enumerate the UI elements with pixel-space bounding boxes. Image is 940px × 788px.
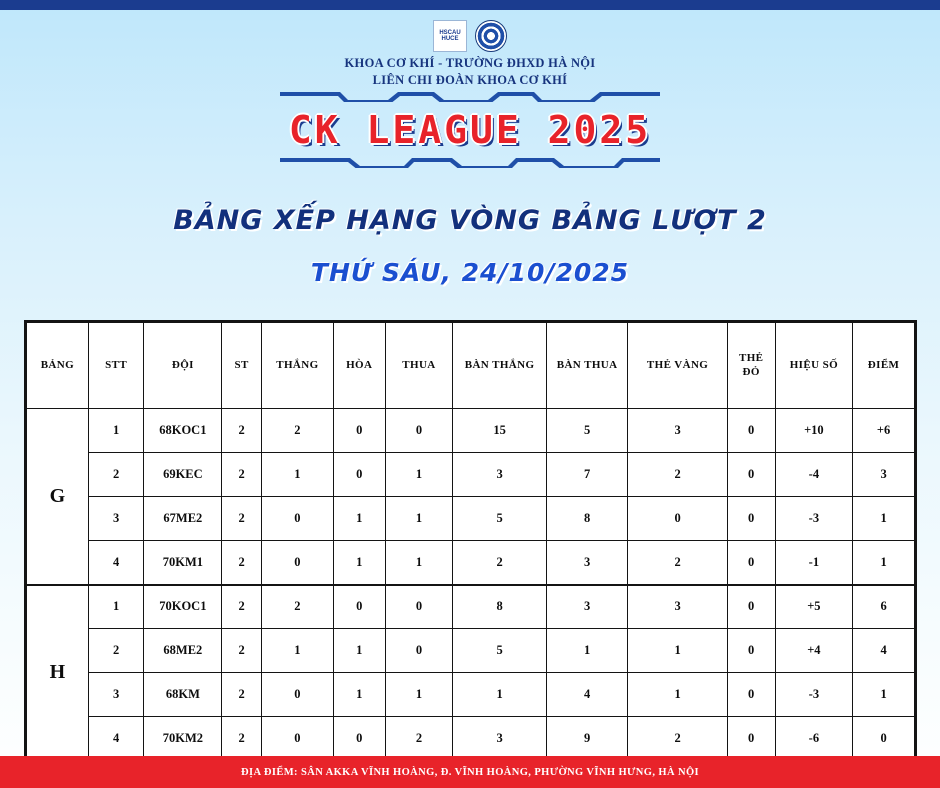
column-header-goals-against: BÀN THUA bbox=[546, 323, 628, 409]
cell-goals-against: 5 bbox=[546, 409, 628, 453]
cell-points: 4 bbox=[853, 629, 915, 673]
cell-win: 0 bbox=[262, 717, 334, 761]
cell-goals-for: 2 bbox=[453, 541, 547, 585]
huce-logo bbox=[433, 20, 467, 52]
cell-team: 70KM2 bbox=[144, 717, 222, 761]
table-row bbox=[27, 541, 915, 585]
cell-rank: 4 bbox=[88, 717, 144, 761]
cell-loss: 1 bbox=[385, 497, 453, 541]
cell-points: 1 bbox=[853, 497, 915, 541]
cell-rank: 3 bbox=[88, 673, 144, 717]
cell-draw: 0 bbox=[333, 453, 385, 497]
cell-goals-for: 1 bbox=[453, 673, 547, 717]
cell-yellow-cards: 1 bbox=[628, 673, 727, 717]
cell-team: 68KM bbox=[144, 673, 222, 717]
org-line-2: LIÊN CHI ĐOÀN KHOA CƠ KHÍ bbox=[372, 72, 568, 87]
cell-win: 1 bbox=[262, 453, 334, 497]
cell-draw: 1 bbox=[333, 497, 385, 541]
cell-loss: 1 bbox=[385, 453, 453, 497]
column-header-rank: STT bbox=[88, 323, 144, 409]
cell-draw: 0 bbox=[333, 409, 385, 453]
header-logos bbox=[0, 20, 940, 52]
column-header-team: ĐỘI bbox=[144, 323, 222, 409]
cell-rank: 2 bbox=[88, 629, 144, 673]
cell-played: 2 bbox=[222, 585, 262, 629]
cell-goals-for: 8 bbox=[453, 585, 547, 629]
cell-goal-difference: +5 bbox=[775, 585, 853, 629]
cell-goal-difference: -1 bbox=[775, 541, 853, 585]
table-body bbox=[27, 409, 915, 761]
cell-goal-difference: +4 bbox=[775, 629, 853, 673]
organization-heading bbox=[0, 55, 940, 89]
cell-goals-for: 5 bbox=[453, 629, 547, 673]
cell-yellow-cards: 2 bbox=[628, 717, 727, 761]
cell-yellow-cards: 2 bbox=[628, 541, 727, 585]
cell-win: 0 bbox=[262, 673, 334, 717]
cell-red-cards: 0 bbox=[727, 453, 775, 497]
cell-team: 70KM1 bbox=[144, 541, 222, 585]
cell-draw: 0 bbox=[333, 717, 385, 761]
cell-rank: 4 bbox=[88, 541, 144, 585]
cell-loss: 1 bbox=[385, 541, 453, 585]
venue-text: ĐỊA ĐIỂM: SÂN AKKA VĨNH HOÀNG, Đ. VĨNH HOÀNG, PHƯỜNG VĨNH HƯNG, HÀ NỘI bbox=[240, 766, 700, 778]
cell-played: 2 bbox=[222, 497, 262, 541]
cell-points: 0 bbox=[853, 717, 915, 761]
table-row bbox=[27, 585, 915, 629]
cell-red-cards: 0 bbox=[727, 717, 775, 761]
cell-goal-difference: -3 bbox=[775, 673, 853, 717]
cell-goals-against: 1 bbox=[546, 629, 628, 673]
cell-loss: 0 bbox=[385, 585, 453, 629]
cell-draw: 1 bbox=[333, 673, 385, 717]
footer-bar bbox=[0, 756, 940, 788]
cell-loss: 0 bbox=[385, 629, 453, 673]
cell-points: 1 bbox=[853, 673, 915, 717]
cell-played: 2 bbox=[222, 673, 262, 717]
league-banner bbox=[0, 90, 940, 168]
cell-goals-for: 3 bbox=[453, 717, 547, 761]
cell-points: 3 bbox=[853, 453, 915, 497]
cell-rank: 1 bbox=[88, 409, 144, 453]
cell-played: 2 bbox=[222, 541, 262, 585]
page-title: BẢNG XẾP HẠNG VÒNG BẢNG LƯỢT 2 bbox=[173, 205, 767, 236]
column-header-group: BẢNG bbox=[27, 323, 89, 409]
cell-yellow-cards: 0 bbox=[628, 497, 727, 541]
column-header-goals-for: BÀN THẮNG bbox=[453, 323, 547, 409]
table-header-row bbox=[27, 323, 915, 409]
column-header-played: ST bbox=[222, 323, 262, 409]
column-header-loss: THUA bbox=[385, 323, 453, 409]
cell-win: 2 bbox=[262, 585, 334, 629]
league-title: CK LEAGUE 2025 bbox=[288, 108, 652, 152]
cell-yellow-cards: 1 bbox=[628, 629, 727, 673]
cell-goal-difference: -6 bbox=[775, 717, 853, 761]
cell-red-cards: 0 bbox=[727, 541, 775, 585]
cell-red-cards: 0 bbox=[727, 497, 775, 541]
cell-points: +6 bbox=[853, 409, 915, 453]
cell-win: 0 bbox=[262, 541, 334, 585]
column-header-red-cards: THẺ ĐỎ bbox=[727, 323, 775, 409]
cell-draw: 1 bbox=[333, 629, 385, 673]
cell-draw: 1 bbox=[333, 541, 385, 585]
youth-union-logo bbox=[475, 20, 507, 52]
cell-played: 2 bbox=[222, 409, 262, 453]
page-date: THỨ SÁU, 24/10/2025 bbox=[310, 258, 630, 287]
table-row bbox=[27, 717, 915, 761]
group-label: G bbox=[27, 409, 89, 585]
cell-goals-against: 8 bbox=[546, 497, 628, 541]
cell-goal-difference: +10 bbox=[775, 409, 853, 453]
cell-rank: 1 bbox=[88, 585, 144, 629]
cell-loss: 0 bbox=[385, 409, 453, 453]
column-header-yellow-cards: THẺ VÀNG bbox=[628, 323, 727, 409]
table-row bbox=[27, 497, 915, 541]
table-row bbox=[27, 453, 915, 497]
cell-goal-difference: -3 bbox=[775, 497, 853, 541]
cell-goals-against: 3 bbox=[546, 541, 628, 585]
huce-logo-text: HSCAU HUCE bbox=[439, 29, 461, 42]
column-header-goal-difference: HIỆU SỐ bbox=[775, 323, 853, 409]
column-header-draw: HÒA bbox=[333, 323, 385, 409]
standings-table bbox=[26, 322, 915, 761]
org-line-1: KHOA CƠ KHÍ - TRƯỜNG ĐHXD HÀ NỘI bbox=[344, 56, 596, 70]
cell-loss: 1 bbox=[385, 673, 453, 717]
cell-played: 2 bbox=[222, 717, 262, 761]
cell-yellow-cards: 3 bbox=[628, 585, 727, 629]
top-accent-bar bbox=[0, 0, 940, 10]
cell-played: 2 bbox=[222, 629, 262, 673]
cell-rank: 3 bbox=[88, 497, 144, 541]
table-row bbox=[27, 629, 915, 673]
cell-goal-difference: -4 bbox=[775, 453, 853, 497]
cell-goals-for: 3 bbox=[453, 453, 547, 497]
decor-bottom-icon bbox=[280, 156, 660, 168]
standings-table-container bbox=[24, 320, 917, 763]
cell-points: 1 bbox=[853, 541, 915, 585]
cell-played: 2 bbox=[222, 453, 262, 497]
column-header-points: ĐIỂM bbox=[853, 323, 915, 409]
cell-team: 68ME2 bbox=[144, 629, 222, 673]
decor-top-icon bbox=[280, 90, 660, 102]
cell-loss: 2 bbox=[385, 717, 453, 761]
cell-team: 69KEC bbox=[144, 453, 222, 497]
cell-red-cards: 0 bbox=[727, 629, 775, 673]
column-header-win: THẮNG bbox=[262, 323, 334, 409]
cell-goals-against: 9 bbox=[546, 717, 628, 761]
cell-goals-against: 7 bbox=[546, 453, 628, 497]
cell-goals-for: 15 bbox=[453, 409, 547, 453]
cell-red-cards: 0 bbox=[727, 409, 775, 453]
cell-team: 68KOC1 bbox=[144, 409, 222, 453]
cell-goals-for: 5 bbox=[453, 497, 547, 541]
group-label: H bbox=[27, 585, 89, 761]
cell-draw: 0 bbox=[333, 585, 385, 629]
cell-win: 0 bbox=[262, 497, 334, 541]
cell-yellow-cards: 3 bbox=[628, 409, 727, 453]
cell-team: 67ME2 bbox=[144, 497, 222, 541]
cell-goals-against: 4 bbox=[546, 673, 628, 717]
cell-goals-against: 3 bbox=[546, 585, 628, 629]
cell-points: 6 bbox=[853, 585, 915, 629]
cell-win: 2 bbox=[262, 409, 334, 453]
cell-team: 70KOC1 bbox=[144, 585, 222, 629]
table-header bbox=[27, 323, 915, 409]
table-row bbox=[27, 409, 915, 453]
cell-yellow-cards: 2 bbox=[628, 453, 727, 497]
cell-win: 1 bbox=[262, 629, 334, 673]
cell-red-cards: 0 bbox=[727, 673, 775, 717]
table-row bbox=[27, 673, 915, 717]
cell-red-cards: 0 bbox=[727, 585, 775, 629]
cell-rank: 2 bbox=[88, 453, 144, 497]
